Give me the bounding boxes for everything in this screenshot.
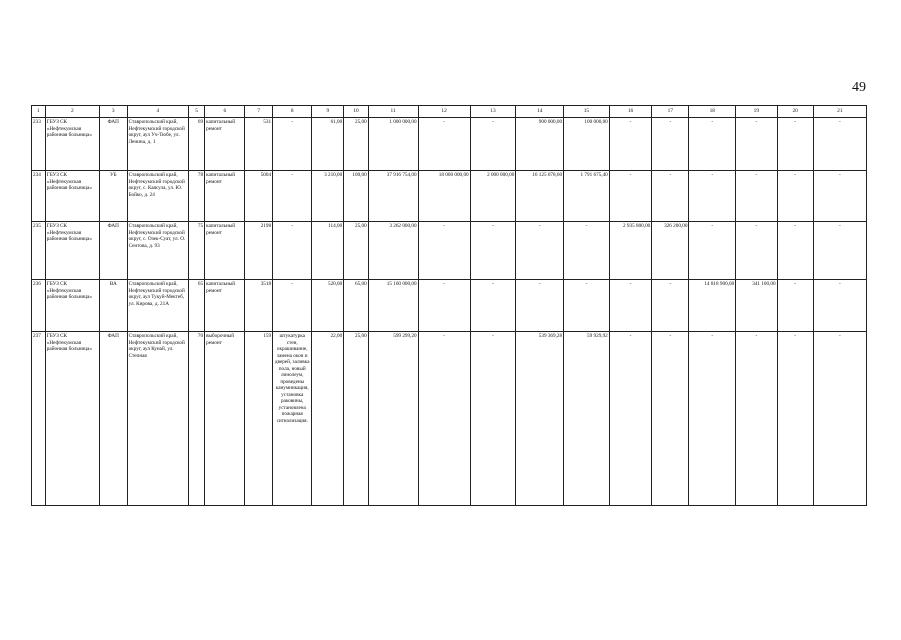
amount-cell: - [652, 280, 689, 332]
header-cell: 21 [813, 106, 866, 118]
header-cell: 5 [189, 106, 205, 118]
amount-cell: - [777, 280, 813, 332]
amount-cell: - [777, 171, 813, 222]
amount-cell: 341 100,00 [736, 280, 777, 332]
value-cell: 25,00 [344, 332, 368, 506]
header-cell: 13 [470, 106, 516, 118]
value-cell: 22,00 [312, 332, 344, 506]
row-number: 233 [32, 118, 46, 171]
type-cell: ФАП [99, 222, 127, 280]
page-number: 49 [852, 80, 866, 95]
amount-cell: 326 200,00 [652, 222, 689, 280]
value-cell: 25,00 [344, 222, 368, 280]
header-cell: 9 [312, 106, 344, 118]
amount-cell: - [470, 332, 516, 506]
amount-cell: - [516, 280, 564, 332]
value-cell: 100,00 [344, 171, 368, 222]
amount-cell: 14 818 900,00 [689, 280, 736, 332]
institution-cell: ГБУЗ СК «Нефтекумская районная больница» [45, 222, 99, 280]
amount-cell: 100 000,00 [564, 118, 610, 171]
header-cell: 15 [564, 106, 610, 118]
header-cell: 18 [689, 106, 736, 118]
amount-cell: - [813, 171, 866, 222]
work-type-cell: капитальный ремонт [205, 280, 245, 332]
amount-cell: 900 000,00 [516, 118, 564, 171]
value-cell: 159 [245, 332, 273, 506]
row-number: 234 [32, 171, 46, 222]
amount-cell: 1 791 675,40 [564, 171, 610, 222]
amount-cell: - [652, 171, 689, 222]
value-cell: 65,00 [344, 280, 368, 332]
type-cell: УБ [99, 171, 127, 222]
work-type-cell: капитальный ремонт [205, 118, 245, 171]
header-cell: 4 [127, 106, 189, 118]
table-row [32, 171, 867, 222]
header-cell: 2 [45, 106, 99, 118]
value-cell: 5004 [245, 171, 273, 222]
row-number: 235 [32, 222, 46, 280]
header-cell: 17 [652, 106, 689, 118]
value-cell: 75 [189, 222, 205, 280]
amount-cell: - [813, 332, 866, 506]
header-cell: 1 [32, 106, 46, 118]
amount-cell: - [736, 222, 777, 280]
value-cell: 25,00 [344, 118, 368, 171]
address-cell: Ставропольский край, Нефтекумский городской округ, аул Тукуй-Мектеб, ул. Кирова, д. 21А [127, 280, 189, 332]
amount-cell: - [564, 222, 610, 280]
table-row [32, 222, 867, 280]
value-cell: 3 210,00 [312, 171, 344, 222]
institution-cell: ГБУЗ СК «Нефтекумская районная больница» [45, 280, 99, 332]
header-cell: 10 [344, 106, 368, 118]
value-cell: 114,00 [312, 222, 344, 280]
amount-cell: - [516, 222, 564, 280]
amount-cell: - [470, 280, 516, 332]
address-cell: Ставропольский край, Нефтекумский городской округ, с. Озек-Суат, ул. О. Сеитова, д. 93 [127, 222, 189, 280]
amount-cell: - [418, 118, 470, 171]
amount-cell: - [652, 332, 689, 506]
amount-cell: - [418, 222, 470, 280]
works-cell: - [273, 171, 312, 222]
amount-cell: 59 929,92 [564, 332, 610, 506]
type-cell: ВА [99, 280, 127, 332]
amount-cell: 37 916 754,00 [368, 171, 418, 222]
amount-cell: - [609, 332, 651, 506]
value-cell: 2198 [245, 222, 273, 280]
institution-cell: ГБУЗ СК «Нефтекумская районная больница» [45, 118, 99, 171]
value-cell: 61,00 [312, 118, 344, 171]
header-cell: 19 [736, 106, 777, 118]
amount-cell: - [564, 280, 610, 332]
table-row [32, 280, 867, 332]
header-row [32, 106, 867, 118]
header-cell: 3 [99, 106, 127, 118]
amount-cell: 15 160 000,00 [368, 280, 418, 332]
address-cell: Ставропольский край, Нефтекумский городской округ, аул Кунай, ул. Степная [127, 332, 189, 506]
amount-cell: - [470, 222, 516, 280]
works-cell: - [273, 118, 312, 171]
value-cell: 70 [189, 332, 205, 506]
amount-cell: - [689, 222, 736, 280]
amount-cell: 16 125 078,60 [516, 171, 564, 222]
amount-cell: - [813, 118, 866, 171]
amount-cell: - [813, 222, 866, 280]
amount-cell: - [689, 332, 736, 506]
amount-cell: - [689, 118, 736, 171]
address-cell: Ставропольский край, Нефтекумский городской округ, с. Каясула, ул. Ю. Бойко, д. 24 [127, 171, 189, 222]
data-table [31, 105, 867, 506]
amount-cell: 539 369,28 [516, 332, 564, 506]
institution-cell: ГБУЗ СК «Нефтекумская районная больница» [45, 171, 99, 222]
table-row [32, 332, 867, 506]
value-cell: 65 [189, 280, 205, 332]
amount-cell: 2 000 000,00 [470, 171, 516, 222]
amount-cell: - [777, 332, 813, 506]
amount-cell: - [418, 332, 470, 506]
amount-cell: - [777, 118, 813, 171]
amount-cell: - [652, 118, 689, 171]
amount-cell: - [736, 171, 777, 222]
works-cell: - [273, 280, 312, 332]
amount-cell: - [813, 280, 866, 332]
amount-cell: 2 935 800,00 [609, 222, 651, 280]
header-cell: 7 [245, 106, 273, 118]
value-cell: 3518 [245, 280, 273, 332]
works-cell: - [273, 222, 312, 280]
header-cell: 6 [205, 106, 245, 118]
amount-cell: 18 000 000,00 [418, 171, 470, 222]
work-type-cell: капитальный ремонт [205, 171, 245, 222]
header-cell: 14 [516, 106, 564, 118]
value-cell: 69 [189, 118, 205, 171]
row-number: 236 [32, 280, 46, 332]
amount-cell: - [736, 118, 777, 171]
amount-cell: - [689, 171, 736, 222]
institution-cell: ГБУЗ СК «Нефтекумская районная больница» [45, 332, 99, 506]
value-cell: 531 [245, 118, 273, 171]
header-cell: 20 [777, 106, 813, 118]
amount-cell: - [418, 280, 470, 332]
address-cell: Ставропольский край, Нефтекумский городской округ, аул Уч-Тюбе, ул. Ленина, д. 1 [127, 118, 189, 171]
amount-cell: - [777, 222, 813, 280]
works-cell: штукатурка стен, окрашивание, замена окон и дверей, заливка пола, новый линолеум, проведены канумникация, установка раковины, установлена пожарная сигнализация. [273, 332, 312, 506]
header-cell: 16 [609, 106, 651, 118]
amount-cell: - [470, 118, 516, 171]
work-type-cell: капитальный ремонт [205, 222, 245, 280]
amount-cell: - [609, 118, 651, 171]
header-cell: 8 [273, 106, 312, 118]
row-number: 237 [32, 332, 46, 506]
header-cell: 12 [418, 106, 470, 118]
amount-cell: 599 299,20 [368, 332, 418, 506]
amount-cell: - [736, 332, 777, 506]
value-cell: 520,00 [312, 280, 344, 332]
work-type-cell: выборочный ремонт [205, 332, 245, 506]
value-cell: 78 [189, 171, 205, 222]
amount-cell: - [609, 280, 651, 332]
table-row [32, 118, 867, 171]
amount-cell: 3 262 000,00 [368, 222, 418, 280]
amount-cell: 1 000 000,00 [368, 118, 418, 171]
type-cell: ФАП [99, 332, 127, 506]
header-cell: 11 [368, 106, 418, 118]
type-cell: ФАП [99, 118, 127, 171]
amount-cell: - [609, 171, 651, 222]
